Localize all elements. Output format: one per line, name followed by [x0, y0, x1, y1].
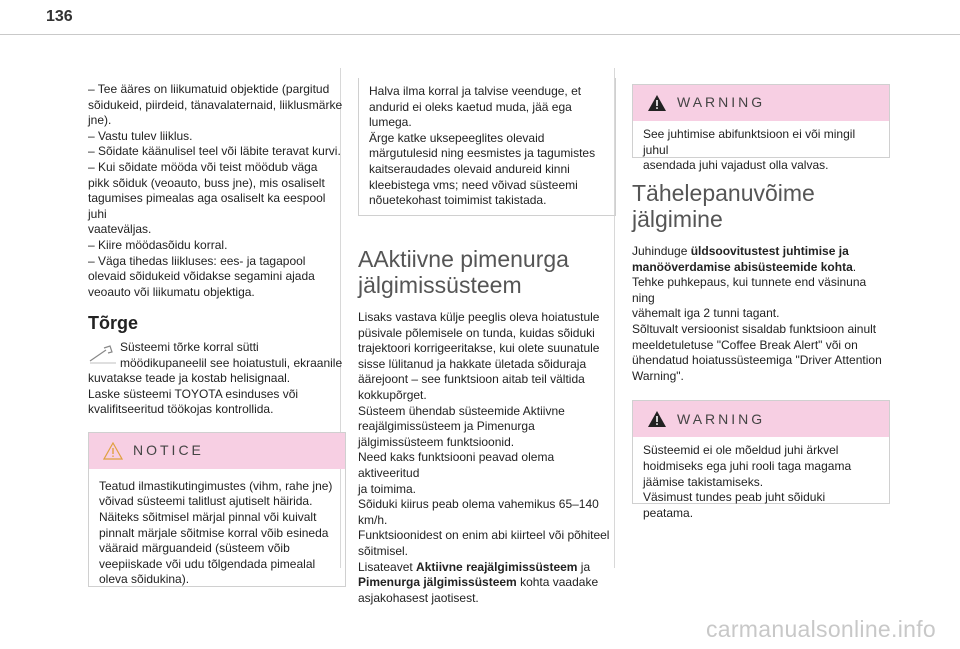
column-2 — [358, 78, 616, 606]
section-heading-attention-monitoring — [632, 180, 890, 232]
text-line: olevaid sõidukeid võidakse segamini ajada — [88, 269, 315, 284]
notice-header — [89, 433, 345, 469]
intro-prefix: Juhinduge — [632, 244, 691, 258]
text-line: Lisaks vastava külje peeglis oleva hoiatustule — [358, 310, 600, 324]
warning-header — [633, 85, 889, 121]
text-line: Näiteks sõitmisel märjal pinnal või kuivalt — [99, 510, 317, 525]
caution-triangle-icon — [103, 442, 123, 460]
text-line: Ärge katke uksepeeglites olevaid — [369, 130, 545, 145]
column-3 — [632, 84, 890, 520]
watermark: carmanualsonline.info — [705, 616, 936, 642]
heading-line: jälgimissüsteem — [358, 272, 522, 298]
warning-header — [633, 401, 889, 437]
wrench-icon — [88, 344, 118, 364]
ref-bold: Aktiivne reajälgimissüsteem — [416, 559, 578, 574]
text-line: Süsteem ühendab süsteemide Aktiivne — [358, 403, 565, 418]
text-line: ühendatud hoiatussüsteemiga "Driver Attention — [632, 353, 882, 368]
notice-body — [89, 469, 345, 598]
text-line: jne). — [88, 113, 112, 128]
text-line: vaateväljas. — [88, 222, 152, 237]
text-line: tagumises pimealas aga osaliselt ka eespool juhi — [88, 191, 326, 221]
text-line: Funktsioonidest on enim abi kiirteel või põhiteel — [358, 528, 610, 543]
warning-box-1 — [632, 84, 890, 173]
text-line: ja toimima. — [358, 481, 417, 496]
text-line: võivad süsteemi talitlust ajutiselt häirida. — [99, 494, 313, 509]
text-line: Tehke puhkepaus, kui tunnete end väsinuna ning — [632, 275, 867, 305]
text-line: vähemalt iga 2 tunni tagant. — [632, 306, 780, 321]
text-line: kaitseraudades olevaid andureid kinni — [369, 161, 570, 176]
text-line: Süsteemid ei ole mõeldud juhi ärkvel — [643, 443, 839, 458]
text-line: reajälgimissüsteem ja Pimenurga — [358, 419, 535, 434]
text-line: See juhtimise abifunktsioon ei või mingil juhul — [643, 127, 856, 157]
text-line: jäämise takistamiseks. — [643, 474, 764, 489]
text-line: sõitmisel. — [358, 543, 409, 558]
heading-line: AAktiivne pimenurga — [358, 246, 569, 272]
conditions-list — [88, 82, 346, 300]
warning-label: WARNING — [677, 94, 766, 111]
text-line: – Väga tihedas liikluses: ees- ja tagapool — [88, 253, 306, 268]
text-line: – Kiire möödasõidu korral. — [88, 237, 228, 252]
text-line: km/h. — [358, 512, 388, 527]
text-line: andurid ei oleks kaetud muda, jää ega — [369, 99, 572, 114]
text-line: möödikupaneelil see hoiatustuli, ekraanile — [120, 355, 343, 370]
fault-heading: Tõrge — [88, 313, 139, 334]
page-number: 136 — [46, 8, 73, 25]
text-line: pinnalt märjale sõitmise korral võib esineda — [99, 525, 329, 540]
text-line: Warning". — [632, 368, 684, 383]
text-line: püsivale põlemisele on tunda, kuidas sõiduki — [358, 325, 595, 340]
column-1 — [88, 82, 346, 587]
text-line: veoauto või liikumatu objektiga. — [88, 284, 255, 299]
warning-body — [633, 437, 889, 531]
heading-line: Tähelepanuvõime — [632, 180, 815, 206]
reference-line — [358, 575, 616, 591]
text-line: Teatud ilmastikutingimustes (vihm, rahe jne) — [99, 478, 333, 493]
intro-bold: üldsoovitustest juhtimise ja — [690, 244, 849, 258]
text-line: vääraid märguandeid (süsteem võib — [99, 541, 290, 556]
notice-box — [88, 432, 346, 587]
warning-triangle-icon — [647, 410, 667, 428]
text-line: nõuetekohast toimimist takistada. — [369, 193, 547, 208]
warning-box-2 — [632, 400, 890, 520]
notice-label: NOTICE — [133, 442, 204, 459]
text-line: oleva sõidukina). — [99, 572, 190, 587]
text-line: – Vastu tulev liiklus. — [88, 128, 193, 143]
reference-line — [358, 560, 616, 576]
text-line: Süsteemi tõrke korral sütti — [120, 339, 259, 354]
text-line: trajektoori korrigeeritakse, kui olete suunatule — [358, 341, 600, 356]
text-line: Need kaks funktsiooni peavad olema aktiveeritud — [358, 450, 555, 480]
text-line: jälgimissüsteem funktsioonid. — [358, 434, 515, 449]
top-rule — [0, 34, 960, 35]
text-line: Sõltuvalt versioonist sisaldab funktsioon ainult — [632, 321, 877, 336]
warning-label: WARNING — [677, 410, 766, 427]
text-line: hoidmiseks ega juhi rooli taga magama — [643, 458, 852, 473]
text-line: asendada juhi vajadust olla valvas. — [643, 158, 829, 173]
text-line: Väsimust tundes peab juht sõiduki peatama. — [643, 490, 826, 520]
text-line: veepiiskade või udu tõlgendada pimealal — [99, 556, 316, 571]
text-line: sisse lülitanud ja hakkate ületada sõiduraja — [358, 356, 587, 371]
fault-section — [88, 340, 346, 418]
ref-bold: Pimenurga jälgimissüsteem — [358, 575, 517, 590]
active-blind-spot-body — [358, 310, 616, 606]
text-line: – Tee ääres on liikumatuid objektide (pargitud — [88, 82, 330, 96]
section-heading-active-blind-spot — [358, 246, 616, 298]
text-line: pikk sõiduk (veoauto, buss jne), mis osaliselt — [88, 175, 325, 190]
text-line: asjakohasest jaotisest. — [358, 590, 479, 605]
text-line: sõidukeid, piirdeid, tänavalaternaid, liiklusmärke — [88, 97, 343, 112]
text-line: meeldetuletuse "Coffee Break Alert" või on — [632, 337, 858, 352]
text-line: äärejoont – see funktsioon aitab teil vältida — [358, 372, 585, 387]
text-line: Halva ilma korral ja talvise veenduge, et — [369, 84, 582, 98]
intro-line — [632, 244, 890, 260]
text-line: kvalifitseeritud töökojas kontrollida. — [88, 402, 274, 417]
ref-mid: ja — [577, 559, 591, 574]
intro-line — [632, 260, 890, 276]
text-line: Laske süsteemi TOYOTA esinduses või — [88, 386, 299, 401]
text-line: Sõiduki kiirus peab olema vahemikus 65–140 — [358, 497, 599, 512]
weather-box — [358, 78, 616, 216]
warning-body — [633, 121, 889, 184]
text-line: – Kui sõidate mööda või teist möödub väga — [88, 159, 318, 174]
ref-prefix: Lisateavet — [358, 559, 417, 574]
text-line: märgutulesid ning eesmistes ja tagumistes — [369, 146, 596, 161]
text-line: kleebistega vms; need võivad süsteemi — [369, 177, 578, 192]
ref-suffix: kohta vaadake — [516, 575, 599, 590]
attention-body — [632, 244, 890, 384]
warning-triangle-icon — [647, 94, 667, 112]
text-line: kuvatakse teade ja kostab helisignaal. — [88, 371, 291, 386]
text-line: lumega. — [369, 115, 412, 130]
text-line: – Sõidate käänulisel teel või läbite teravat kurvi. — [88, 144, 341, 159]
heading-line: jälgimine — [632, 206, 723, 232]
text-line: kokkupõrget. — [358, 387, 427, 402]
intro-bold: manööverdamise abisüsteemide kohta — [632, 259, 853, 274]
intro-suffix: . — [852, 259, 857, 274]
